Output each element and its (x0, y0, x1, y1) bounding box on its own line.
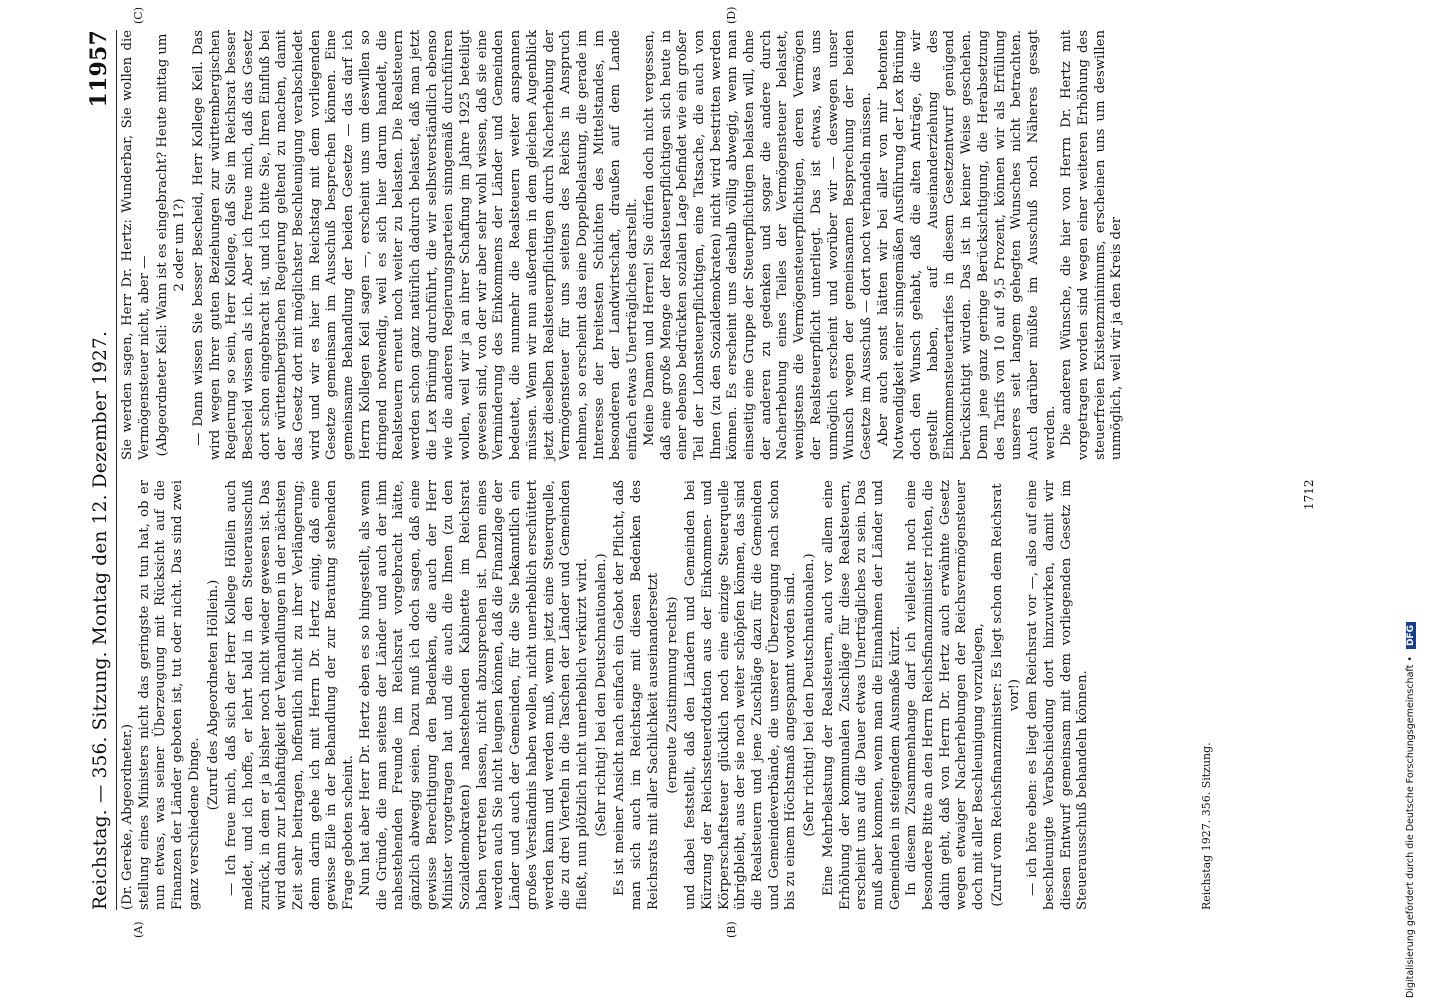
right-column-paragraph: Die anderen Wünsche, die hier von Herrn Dr. Hertz mit vorgetragen worden sind wegen einer weiteren Erhöhung des steuerfreien Existenzminimums, erscheinen uns um deswillen unmöglich, weil wir ja den Kreis der (1059, 30, 1125, 460)
left-column-paragraph: Nun hat aber Herr Dr. Hertz eben es so hingestellt, als wenn die Gründe, die man seitens der Länder und auch der ihm nahestehenden Freunde im Reichsrat vorgebracht hätte, gänzlich abwegig seien. Dazu muß ich doch sagen, daß eine gewisse Berechtigung den Bedenken, die auch der Herr Minister vorgetragen hat und die auch die Ihnen (zu den Sozialdemokraten) nahestehenden Kabinette im Reichsrat haben vertreten lassen, nicht abzusprechen ist. Denn eines werden auch Sie nicht leugnen können, daß die Finanzlage der Länder und auch der Gemeinden, für die Sie bekanntlich ein großes Verständnis haben wollen, nicht unerheblich erschüttert werden kann und werden muß, wenn jetzt eine Steuerquelle, die zu drei Vierteln in die Taschen der Länder und Gemeinden fließt, nun plötzlich nicht unerheblich verkürzt wird. (357, 480, 590, 910)
right-text-column (120, 30, 1126, 460)
page-header (82, 30, 120, 910)
page-number: 11957 (86, 30, 112, 108)
left-column-paragraph: (Sehr richtig! bei den Deutschnationalen.) (802, 553, 818, 837)
side-margin-note (1405, 8, 1433, 998)
left-column-paragraph: stellung eines Ministers nicht das geringste zu tun hat, ob er nun etwas, was seiner Überzeugung mit Rücksicht auf die Finanzen der Länder geboten ist, tut oder nicht. Das sind zwei ganz verschiedene Dinge. (136, 480, 202, 910)
right-column-paragraph: (Abgeordneter Keil: Wann ist es eingebracht? Heute mittag um 2 oder um 1?) (155, 33, 188, 457)
left-column-paragraph: (Dr. Gereke, Abgeordneter.) (120, 723, 135, 910)
left-column-paragraph: Eine Mehrbelastung der Realsteuern, auch vor allem eine Erhöhung der kommunalen Zuschläge für diese Realsteuern, erscheint uns auf die Dauer etwas Unerträgliches zu sein. Das muß aber kommen, wenn man die Einnahmen der Länder und Gemeinden in steigendem Ausmaße kürzt. (820, 480, 903, 910)
left-text-column (120, 480, 1092, 910)
left-column-paragraph: — Ich freue mich, daß sich der Herr Kollege Höllein auch meldet, und ich hoffe, er lehrt bald in den Steuerausschuß zurück, in dem er ja bisher noch nicht wieder gewesen ist. Das wird dann zur Lebhaftigkeit der Verhandlungen in der nächsten Zeit sehr beitragen, hoffentlich nicht zu ihrer Verlängerung; denn darin gehe ich mit Herrn Dr. Hertz einig, daß eine gewisse Eile in der Behandlung der zur Beratung stehenden Frage geboten scheint. (224, 480, 357, 910)
left-column-paragraph: und dabei feststellt, daß den Ländern und Gemeinden bei Kürzung der Reichssteuerdotation aus der Einkommen- und Körperschaftsteuer glücklich noch eine einzige Steuerquelle übrigbleibt, aus der sie noch weiter schöpfen können, das sind die Realsteuern und jene Zuschläge dazu für die Gemeinden und Gemeindeverbände, die unserer Überzeugung nach schon bis zu einem Höchstmaß angespannt worden sind. (683, 480, 799, 910)
left-column-paragraph: Es ist meiner Ansicht nach einfach ein Gebot der Pflicht, daß man sich auch im Reichstage mit diesen Bedenken des Reichsrats mit aller Sachlichkeit auseinandersetzt (612, 480, 661, 910)
left-column-paragraph: (erneute Zustimmung rechts) (664, 596, 680, 794)
footer-left-note: Reichstag 1927. 356. Sitzung. (1200, 742, 1213, 910)
left-column-paragraph: In diesem Zusammenhange darf ich vielleicht noch eine besondere Bitte an den Herrn Reichsfinanzminister richten, die dahin geht, daß von Herrn Dr. Hertz auch erwähnte Gesetz wegen etwaiger Nacherhebungen der Reichsvermögensteuer doch mit aller Beschleunigung vorzulegen, (904, 480, 987, 910)
right-column-paragraph: Sie werden sagen, Herr Dr. Hertz: Wunderbar, Sie wollen die Vermögensteuer nicht, aber — (120, 30, 152, 460)
dfg-logo: DFG (1406, 622, 1416, 649)
margin-mark-d: (D) (725, 6, 738, 24)
margin-mark-a: (A) (132, 921, 145, 938)
left-column-paragraph: (Zuruf vom Reichsfinanzminister: Es liegt schon dem Reichsrat vor!) (989, 483, 1022, 907)
right-column-paragraph: — Dann wissen Sie besser Bescheid, Herr Kollege Keil. Das wird wegen Ihrer guten Beziehungen zur württembergischen Regierung so sein, Herr Kollege, daß Sie im Reichsrat besser Bescheid wissen als ich. Aber ich freue mich, daß das Gesetz dort schon eingebracht ist, und ich bitte Sie, Ihren Einfluß bei der württembergischen Regierung geltend zu machen, damit das Gesetz dort mit möglichster Beschleunigung verabschiedet wird und wir es hier im Reichstag mit dem vorliegenden Gesetze gemeinsam im Ausschuß besprechen können. Eine gemeinsame Behandlung der beiden Gesetze — das darf ich Herrn Kollegen Keil sagen —, erscheint uns um deswillen so dringend notwendig, weil es sich hier darum handelt, die Realsteuern erneut noch weiter zu belasten. Die Realsteuern werden schon ganz natürlich dadurch belastet, daß man jetzt die Lex Brüning durchführt, die wir selbstverständlich ebenso wie die anderen Regierungsparteien sinngemäß durchführen wollen, weil wir ja an ihrer Schaffung im Jahre 1925 beteiligt gewesen sind, von der wir aber sehr wohl wissen, daß sie eine Verminderung des Einkommens der Länder und Gemeinden bedeutet, die nunmehr die Realsteuern weiter anspannen müssen. Wenn wir nun außerdem in dem gleichen Augenblick jetzt dieselben Realsteuerpflichtigen durch Nacherhebung der Vermögensteuer für uns seitens des Reichs in Anspruch nehmen, so erscheint das eine Doppelbelastung, die gerade im Interesse der breitesten Schichten des Mittelstandes, im besonderen der Landwirtschaft, draußen auf dem Lande einfach etwas Unerträgliches darstellt. (190, 30, 641, 460)
right-column-paragraph: Meine Damen und Herren! Sie dürfen doch nicht vergessen, daß eine große Menge der Realsteuerpflichtigen sich heute in einer ebenso bedrückten sozialen Lage befindet wie ein großer Teil der Lohnsteuerpflichtigen, eine Tatsache, die auch von Ihnen (zu den Sozialdemokraten) nicht wird bestritten werden können. Es erscheint uns deshalb völlig abwegig, wenn man einseitig eine Gruppe der Steuerpflichtigen belasten will, ohne der anderen zu gedenken und sogar die andere durch Nacherhebung eines Teiles der Vermögensteuer belastet, wenigstens die Vermögensteuerpflichtigen, deren Vermögen der Realsteuerpflicht unterliegt. Das ist etwas, was uns unmöglich erscheint und worüber wir — deswegen unser Wunsch wegen der gemeinsamen Besprechung der beiden Gesetze im Ausschuß — dort noch verhandeln müssen. (641, 30, 874, 460)
header-rule (116, 30, 117, 910)
running-title: Reichstag. — 356. Sitzung. Montag den 12. Dezember 1927. (90, 330, 111, 910)
margin-mark-c: (C) (132, 7, 145, 24)
left-column-paragraph: (Sehr richtig! bei den Deutschnationalen.) (593, 553, 609, 837)
left-column-paragraph: — ich höre eben: es liegt dem Reichsrat vor —, also auf eine beschleunigte Verabschiedung dort hinzuwirken, damit wir diesen Entwurf gemeinsam mit dem vorliegenden Gesetz im Steuerausschuß behandeln können. (1025, 480, 1091, 910)
footer-page-number: 1712 (1302, 479, 1316, 510)
margin-mark-b: (B) (725, 921, 738, 938)
left-column-paragraph: (Zuruf des Abgeordneten Höllein.) (205, 579, 221, 811)
digitization-credit: Digitalisierung gefördert durch die Deutsche Forschungsgemeinschaft • (1405, 656, 1416, 998)
right-column-paragraph: Aber auch sonst hätten wir bei aller von mir betonten Notwendigkeit einer sinngemäßen Ausführung der Lex Brüning doch den Wunsch gehabt, daß die alten Anträge, die wir gestellt haben, auf Auseinanderziehung des Einkommensteuertarifes in diesem Gesetzentwurf genügend berücksichtigt würden. Das ist in keiner Weise geschehen. Denn jene ganz geringe Berücksichtigung, die Herabsetzung des Tarifs von 10 auf 9,5 Prozent, können wir als Erfüllung unseres seit langem gehegten Wunsches nicht betrachten. Auch darüber müßte im Ausschuß noch Näheres gesagt werden. (875, 30, 1058, 460)
